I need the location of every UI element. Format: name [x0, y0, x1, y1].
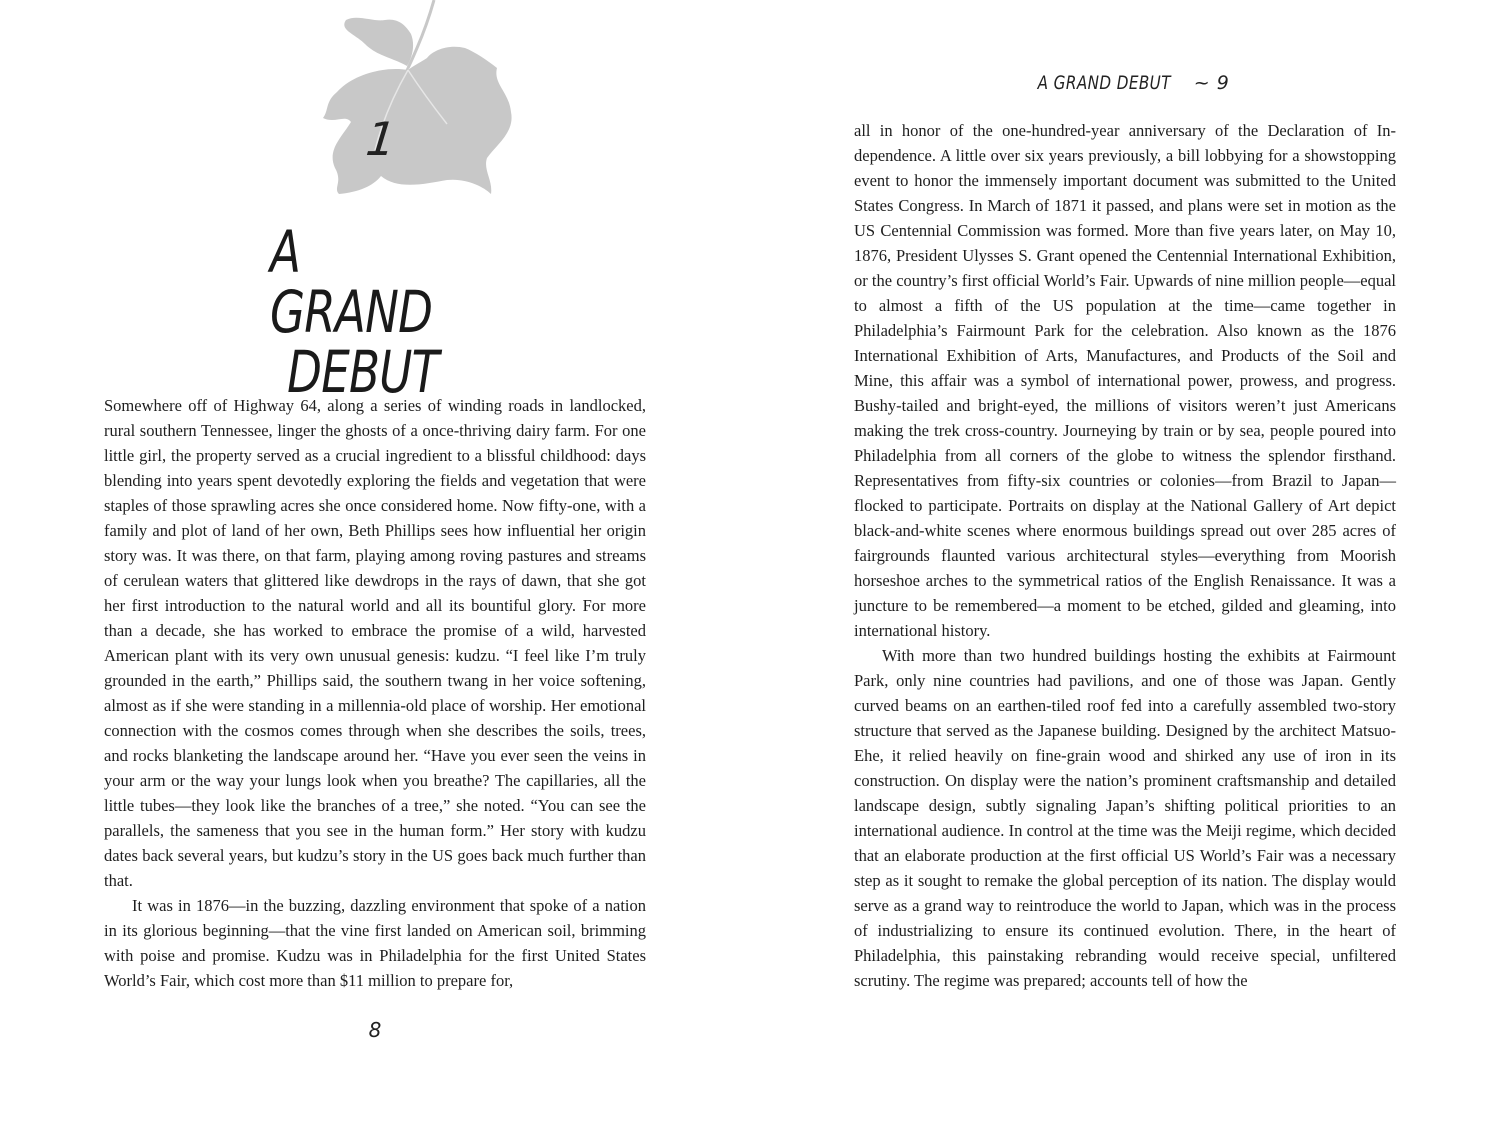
page-number: 8: [368, 1018, 382, 1042]
chapter-title-line2: DEBUT: [287, 338, 439, 406]
paragraph: With more than two hundred buildings hosting the exhibits at Fairmount Park, only nine countries had pavilions, and one of those was Japan. Gently curved beams on an earthen-tiled roof fed into a carefully assembled two-story structure that served as the Japanese building. Designed by the architect Matsuo-Ehe, it relied heavily on fine-grain wood and shirked any use of iron in its construction. On display were the nation’s prominent craftsmanship and detailed landscape design, subtly signaling Japan’s shifting political priorities to an international audience. In control at the time was the Meiji regime, which decided that an elaborate production at the first official US World’s Fair was a necessary step as it sought to remake the global perception of its nation. The display would serve as a grand way to reintroduce the world to Japan, which was in the process of industrializing to ensure its continued evolution. There, in the heart of Philadelphia, this painstaking rebranding would receive special, unfiltered scrutiny. The regime was prepared; accounts tell of how the: [854, 646, 1396, 990]
chapter-title-line1: A GRAND: [270, 218, 433, 346]
paragraph: It was in 1876—in the buzzing, dazzling environment that spoke of a nation in its glorious beginning—that the vine first landed on American soil, brimming with poise and promise. Kudzu was in Philadelphia for the first United States World’s Fair, which cost more than $11 million to prepare for,: [104, 896, 646, 990]
running-head-separator: ~: [1193, 72, 1211, 94]
chapter-title: [270, 218, 473, 406]
paragraph: Somewhere off of Highway 64, along a series of winding roads in landlocked, rural southern Tennessee, linger the ghosts of a once-thriving dairy farm. For one little girl, the property served as a crucial ingredient to a blissful childhood: days blending into years spent devotedly exploring the fields and vegetation that were staples of those sprawling acres she once considered home. Now fifty-one, with a family and plot of land of her own, Beth Phillips sees how influential her origin story was. It was there, on that farm, playing among roving pastures and streams of cerulean waters that glittered like dewdrops in the rays of dawn, that she got her first introduction to the natural world and all its bountiful glory. For more than a decade, she has worked to embrace the promise of a wild, harvested American plant with its very own unusual genesis: kudzu. “I feel like I’m truly grounded in the earth,” Phillips said, the southern twang in her voice softening, almost as if she were standing in a millennia-old place of worship. Her emotional connection with the cosmos comes through when she describes the soils, trees, and rocks blanketing the landscape around her. “Have you ever seen the veins in your arm or the way your lungs look when you breathe? The capillaries, all the little tubes—they look like the branches of a tree,” she noted. “You can see the parallels, the sameness that you see in the human form.” Her story with kudzu dates back several years, but kudzu’s story in the US goes back much further than that.: [104, 396, 646, 890]
left-body-text: [104, 393, 646, 993]
chapter-number: 1: [363, 112, 399, 166]
kudzu-leaf-icon: [315, 0, 520, 200]
running-head: [1000, 72, 1250, 94]
running-head-title: A GRAND DEBUT: [1037, 72, 1171, 94]
paragraph: all in honor of the one-hundred-year anniversary of the Declaration of Independence. A little over six years previously, a bill lobbying for a showstopping event to honor the immensely important document was submitted to the United States Congress. In March of 1871 it passed, and plans were set in motion as the US Centennial Commission was formed. More than five years later, on May 10, 1876, President Ulysses S. Grant opened the Centennial International Exhibition, or the country’s first official World’s Fair. Upwards of nine million people—equal to almost a fifth of the US population at the time—came together in Philadelphia’s Fairmount Park for the celebration. Also known as the 1876 International Exhibition of Arts, Manufactures, and Products of the Soil and Mine, this affair was a symbol of international power, prowess, and progress. Bushy-tailed and bright-eyed, the millions of visitors weren’t just Americans making the trek cross-country. Journeying by train or by sea, people poured into Philadelphia from all corners of the globe to witness the splendor firsthand. Representatives from fifty-six countries or colonies—from Brazil to Japan—flocked to participate. Portraits on display at the National Gallery of Art depict black-and-white scenes where enormous buildings spread out over 285 acres of fairgrounds flaunted various architectural styles—everything from Moorish horseshoe arches to the symmetrical ratios of the English Renaissance. It was a juncture to be remembered—a moment to be etched, gilded and gleaming, into international history.: [854, 121, 1396, 640]
right-body-text: [854, 118, 1396, 993]
right-page: [750, 0, 1500, 1125]
running-head-page-number: 9: [1216, 72, 1230, 94]
